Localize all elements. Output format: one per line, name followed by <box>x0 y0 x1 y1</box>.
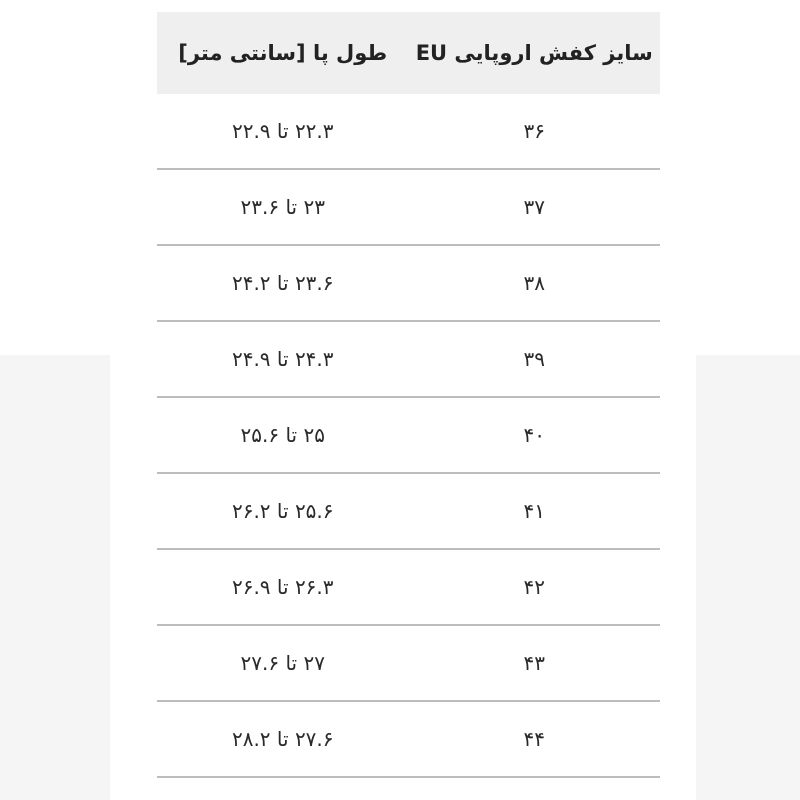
shoe-size-table <box>157 12 660 778</box>
foot-length-cell: ۲۷.۶ تا ۲۸.۲ <box>231 727 334 751</box>
foot-length-cell: ۲۴.۳ تا ۲۴.۹ <box>231 347 334 371</box>
table-row <box>157 94 660 170</box>
foot-length-cell: ۲۲.۳ تا ۲۲.۹ <box>231 119 334 143</box>
eu-size-cell: ۳۷ <box>523 195 545 219</box>
eu-size-cell: ۳۶ <box>523 119 545 143</box>
eu-size-cell: ۴۰ <box>523 423 545 447</box>
table-row <box>157 550 660 626</box>
foot-length-cell: ۲۳ تا ۲۳.۶ <box>240 195 325 219</box>
eu-size-cell: ۳۹ <box>523 347 545 371</box>
eu-size-cell: ۴۴ <box>523 727 545 751</box>
table-header-row <box>157 12 660 94</box>
table-row <box>157 246 660 322</box>
foot-length-cell: ۲۷ تا ۲۷.۶ <box>240 651 325 675</box>
table-row <box>157 398 660 474</box>
table-row <box>157 626 660 702</box>
table-row <box>157 170 660 246</box>
table-row <box>157 702 660 778</box>
header-foot-length: طول پا [سانتی متر] <box>178 41 388 65</box>
foot-length-cell: ۲۵.۶ تا ۲۶.۲ <box>231 499 334 523</box>
foot-length-cell: ۲۵ تا ۲۵.۶ <box>240 423 325 447</box>
eu-size-cell: ۴۱ <box>523 499 545 523</box>
eu-size-cell: ۳۸ <box>523 271 545 295</box>
table-row <box>157 322 660 398</box>
foot-length-cell: ۲۶.۳ تا ۲۶.۹ <box>231 575 334 599</box>
eu-size-cell: ۴۳ <box>523 651 545 675</box>
header-eu-size: سایز کفش اروپایی EU <box>415 41 653 65</box>
eu-size-cell: ۴۲ <box>523 575 545 599</box>
foot-length-cell: ۲۳.۶ تا ۲۴.۲ <box>231 271 334 295</box>
table-row <box>157 474 660 550</box>
